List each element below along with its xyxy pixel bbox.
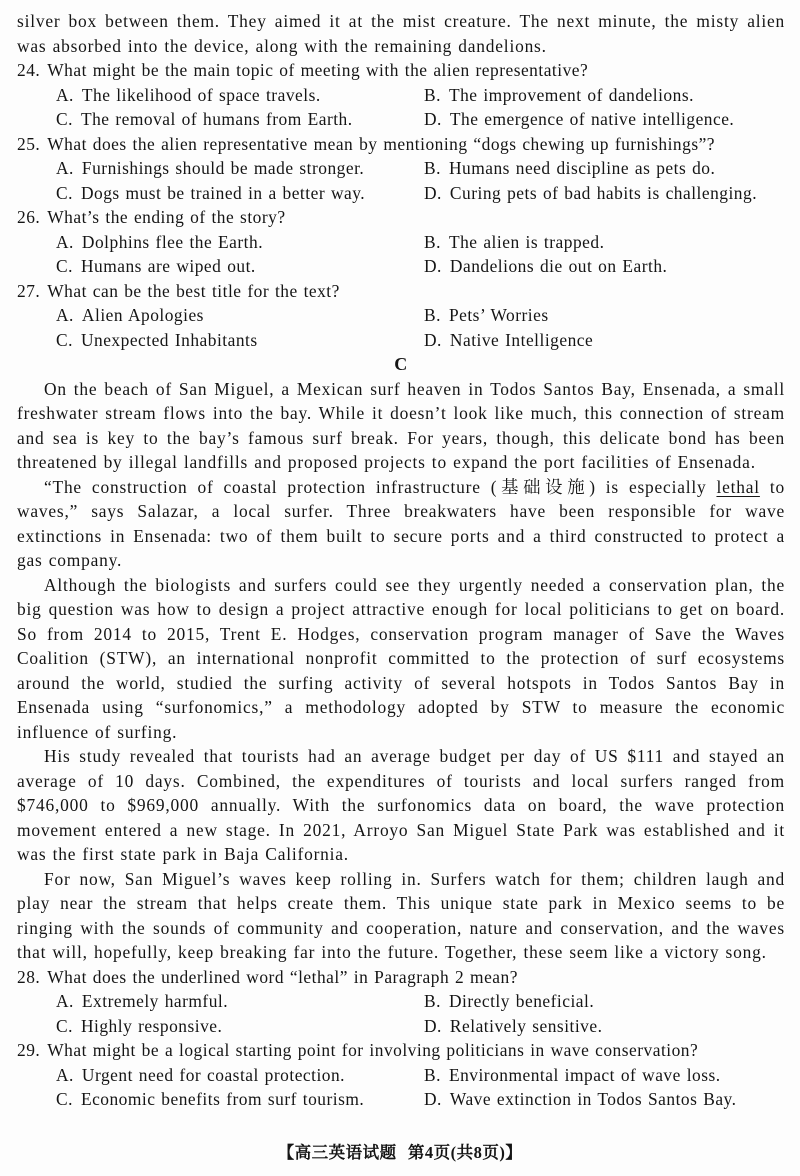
question-stem-line xyxy=(17,965,785,990)
option-label: C. xyxy=(56,256,73,276)
option-label: C. xyxy=(56,1089,73,1109)
option-text: Wave extinction in Todos Santos Bay. xyxy=(449,1089,737,1109)
option-label: A. xyxy=(56,231,74,252)
option-label: D. xyxy=(424,1089,442,1109)
option-c xyxy=(56,328,424,353)
option-text: Pets’ Worries xyxy=(448,305,549,325)
option-a xyxy=(56,1063,424,1088)
option-text: The alien is trapped. xyxy=(448,231,605,252)
option-b xyxy=(424,989,785,1014)
question-stem-line xyxy=(17,132,785,157)
page-footer: 【高三英语试题 第4页(共8页)】 xyxy=(277,1143,523,1162)
option-label: D. xyxy=(424,182,442,203)
option-text: Directly beneficial. xyxy=(448,991,595,1011)
option-text: Economic benefits from surf tourism. xyxy=(80,1089,365,1109)
option-c xyxy=(56,181,424,206)
options-grid xyxy=(17,230,785,279)
option-label: B. xyxy=(424,305,441,325)
passage-c-paragraph-2 xyxy=(17,475,785,573)
option-text: Alien Apologies xyxy=(81,305,204,325)
option-c xyxy=(56,1014,424,1039)
paragraph-2-text: to waves,” says Salazar, a local surfer. Three breakwaters have been responsible for wave extinctions in Ensenada: two of them built to secure ports and a third constructed to protect a gas company. xyxy=(17,476,785,570)
option-d xyxy=(424,328,785,353)
option-b xyxy=(424,156,785,181)
option-b xyxy=(424,1063,785,1088)
option-a xyxy=(56,83,424,108)
option-label: B. xyxy=(424,1064,441,1085)
question-stem: What does the alien representative mean by mentioning “dogs chewing up furnishings”? xyxy=(47,133,716,154)
question-stem: What might be a logical starting point for involving politicians in wave conservation? xyxy=(47,1040,699,1060)
underlined-word-lethal: lethal xyxy=(716,476,760,497)
option-b xyxy=(424,230,785,255)
option-text: Environmental impact of wave loss. xyxy=(448,1064,721,1085)
option-c xyxy=(56,107,424,132)
option-text: Extremely harmful. xyxy=(81,991,229,1011)
option-label: C. xyxy=(56,1015,73,1036)
option-b xyxy=(424,83,785,108)
option-d xyxy=(424,1014,785,1039)
option-label: B. xyxy=(424,84,441,105)
question-stem-line xyxy=(17,279,785,304)
question-number: 28. xyxy=(17,966,41,987)
option-label: A. xyxy=(56,305,74,325)
option-text: Humans are wiped out. xyxy=(80,256,256,276)
question-25 xyxy=(17,132,785,206)
passage-c-paragraph-1: On the beach of San Miguel, a Mexican surf heaven in Todos Santos Bay, Ensenada, a small freshwater stream flows into the bay. While it doesn’t look like much, this connection of stream and sea is key to the bay’s famous surf break. For years, though, this delicate bond has been threatened by illegal landfills and proposed projects to expand the port facilities of Ensenada. xyxy=(17,378,785,472)
option-label: D. xyxy=(424,109,442,129)
option-d xyxy=(424,107,785,132)
option-label: B. xyxy=(424,231,441,252)
option-text: Furnishings should be made stronger. xyxy=(81,158,365,178)
option-label: A. xyxy=(56,991,74,1011)
options-grid xyxy=(17,156,785,205)
option-label: D. xyxy=(424,256,442,276)
options-grid xyxy=(17,1063,785,1112)
question-28 xyxy=(17,965,785,1039)
option-text: Humans need discipline as pets do. xyxy=(448,158,716,178)
question-number: 26. xyxy=(17,207,41,227)
option-text: Relatively sensitive. xyxy=(449,1015,603,1036)
question-number: 24. xyxy=(17,60,41,80)
option-c xyxy=(56,1087,424,1112)
question-stem: What can be the best title for the text? xyxy=(47,280,340,301)
question-number: 27. xyxy=(17,280,41,301)
option-text: The emergence of native intelligence. xyxy=(449,109,735,129)
question-stem: What’s the ending of the story? xyxy=(47,207,286,227)
option-text: Urgent need for coastal protection. xyxy=(81,1064,346,1085)
paragraph-2-text: “The construction of coastal protection infrastructure (基础设施) is especially xyxy=(44,476,717,497)
option-text: Unexpected Inhabitants xyxy=(80,329,258,350)
option-label: C. xyxy=(56,329,73,350)
option-a xyxy=(56,156,424,181)
options-grid xyxy=(17,989,785,1038)
question-stem-line xyxy=(17,1038,785,1063)
option-a xyxy=(56,230,424,255)
option-text: Highly responsive. xyxy=(80,1015,223,1036)
options-grid xyxy=(17,303,785,352)
question-26 xyxy=(17,205,785,279)
option-label: D. xyxy=(424,329,442,350)
passage-c-paragraph-4: His study revealed that tourists had an average budget per day of US $111 and stayed an average of 10 days. Combined, the expenditures of tourists and local surfers ranged from $746,000 to $969,000 annually. With the surfonomics data on board, the wave protection movement entered a new stage. In 2021, Arroyo San Miguel State Park was established and it was the first state park in Baja California. xyxy=(17,746,785,864)
option-text: The likelihood of space travels. xyxy=(81,84,321,105)
option-label: A. xyxy=(56,158,74,178)
option-text: Dolphins flee the Earth. xyxy=(81,231,264,252)
option-d xyxy=(424,254,785,279)
option-text: Dogs must be trained in a better way. xyxy=(80,182,366,203)
option-label: B. xyxy=(424,991,441,1011)
question-stem: What might be the main topic of meeting with the alien representative? xyxy=(47,60,589,80)
question-24 xyxy=(17,58,785,132)
option-label: C. xyxy=(56,109,73,129)
option-a xyxy=(56,989,424,1014)
option-label: A. xyxy=(56,1064,74,1085)
option-label: B. xyxy=(424,158,441,178)
option-d xyxy=(424,1087,785,1112)
question-number: 29. xyxy=(17,1040,41,1060)
option-text: Dandelions die out on Earth. xyxy=(449,256,668,276)
option-label: D. xyxy=(424,1015,442,1036)
option-c xyxy=(56,254,424,279)
question-number: 25. xyxy=(17,133,41,154)
option-d xyxy=(424,181,785,206)
options-grid xyxy=(17,83,785,132)
option-text: Curing pets of bad habits is challenging. xyxy=(449,182,758,203)
option-text: The removal of humans from Earth. xyxy=(80,109,353,129)
option-a xyxy=(56,303,424,328)
option-label: C. xyxy=(56,182,73,203)
question-stem: What does the underlined word “lethal” in Paragraph 2 mean? xyxy=(47,966,518,987)
passage-b-ending: silver box between them. They aimed it at the mist creature. The next minute, the misty alien was absorbed into the device, along with the remaining dandelions. xyxy=(17,11,785,56)
passage-c-paragraph-3: Although the biologists and surfers could see they urgently needed a conservation plan, the big question was how to design a project attractive enough for local politicians to get on board. So from 2014 to 2015, Trent E. Hodges, conservation program manager of Save the Waves Coalition (STW), an international nonprofit committed to the protection of surf ecosystems around the world, studied the surfing activity of several hotspots in Todos Santos Bay in Ensenada using “surfonomics,” a methodology adopted by STW to measure the economic influence of surfing. xyxy=(17,574,785,742)
section-c-heading: C xyxy=(394,354,408,374)
option-label: A. xyxy=(56,84,74,105)
question-stem-line xyxy=(17,58,785,83)
option-b xyxy=(424,303,785,328)
question-stem-line xyxy=(17,205,785,230)
question-29 xyxy=(17,1038,785,1112)
option-text: The improvement of dandelions. xyxy=(448,84,694,105)
passage-c-paragraph-5: For now, San Miguel’s waves keep rolling in. Surfers watch for them; children laugh and play near the stream that helps create them. This unique state park in Mexico seems to be ringing with the sounds of community and cooperation, nature and conservation, and the waves that will, hopefully, keep breaking far into the future. Together, these seem like a victory song. xyxy=(17,868,785,962)
option-text: Native Intelligence xyxy=(449,329,594,350)
question-27 xyxy=(17,279,785,353)
